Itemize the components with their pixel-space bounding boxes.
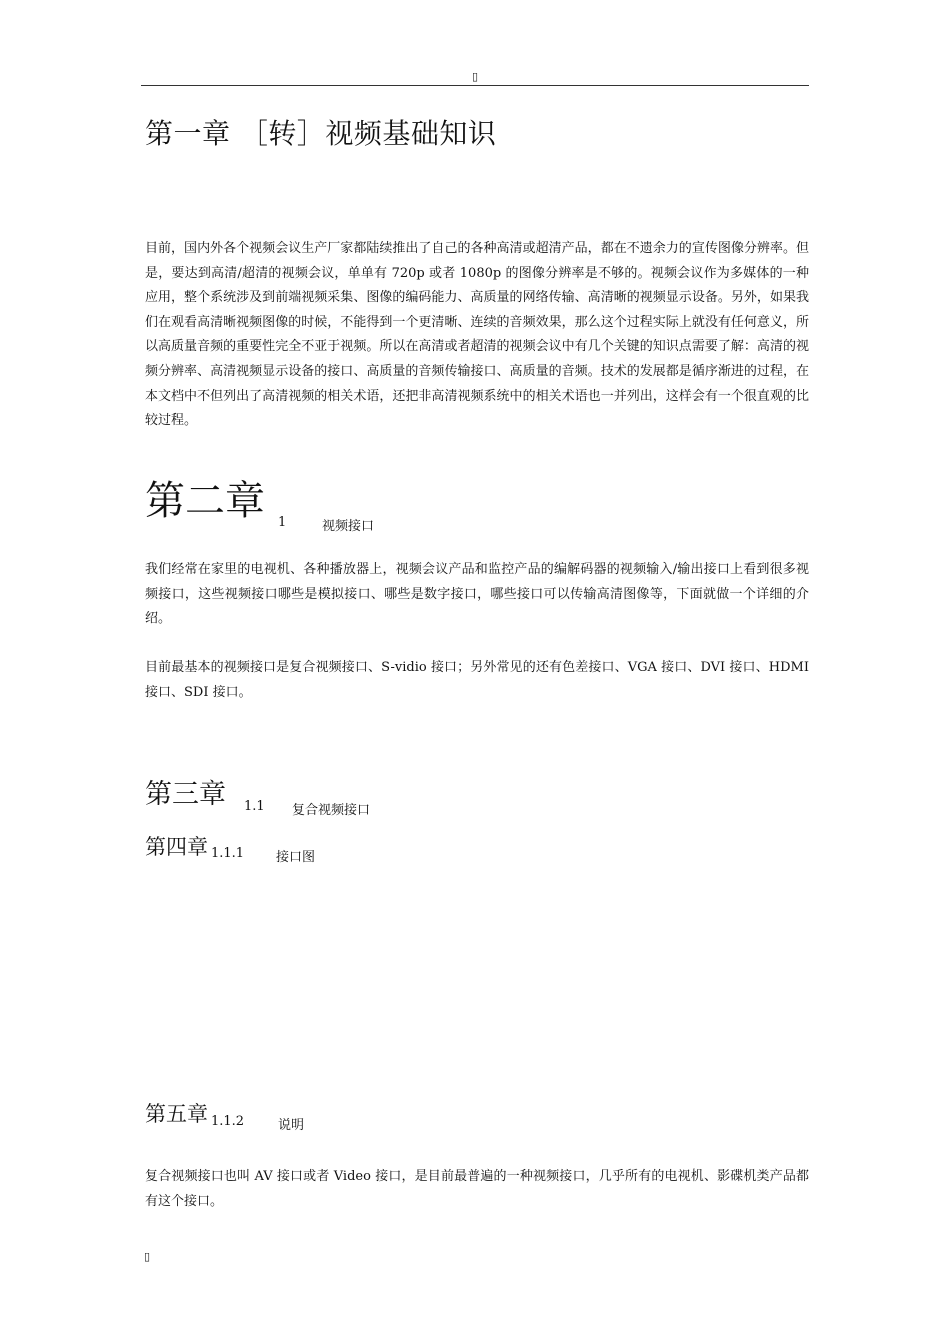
section-1-number: 1 [278,515,287,530]
section-1-1-1-title: 接口图 [276,850,316,865]
section-1-1-2-title: 说明 [278,1118,305,1133]
interfaces-intro-paragraph: 我们经常在家里的电视机、各种播放器上，视频会议产品和监控产品的编解码器的视频输入/输出接口上看到很多视频接口，这些视频接口哪些是模拟接口、哪些是数字接口，哪些接口可以传输高清图像等，下面就做一个详细的介绍。 [145,562,809,627]
composite-description-paragraph: 复合视频接口也叫 AV 接口或者 Video 接口，是目前最普遍的一种视频接口，几乎所有的电视机、影碟机类产品都有这个接口。 [145,1169,809,1209]
intro-paragraph: 目前，国内外各个视频会议生产厂家都陆续推出了自己的各种高清或超清产品，都在不遗余力的宣传图像分辨率。但是，要达到高清/超清的视频会议，单单有 720p 或者 1080p 的图像分辨率是不够的。视频会议作为多媒体的一种应用，整个系统涉及到前端视频采集、图像的编码能力、高质量的网络传输、高清晰的视频显示设备。另外，如果我们在观看高清晰视频图像的时候，不能得到一个更清晰、连续的音频效果，那么这个过程实际上就没有任何意义，所以高质量音频的重要性完全不亚于视频。所以在高清或者超清的视频会议中有几个关键的知识点需要了解：高清的视频分辨率、高清视频显示设备的接口、高质量的音频传输接口、高质量的音频。技术的发展都是循序渐进的过程，在本文档中不但列出了高清视频的相关术语，还把非高清视频系统中的相关术语也一并列出，这样会有一个很直观的比较过程。 [145,241,809,429]
interface-image-placeholder [145,872,809,1087]
section-1-1-1-number: 1.1.1 [211,846,245,861]
document-title: 第一章 ［转］视频基础知识 [145,117,497,150]
section-1-title: 视频接口 [322,519,375,534]
section-1-1-2-number: 1.1.2 [211,1114,245,1129]
section-1-1-title: 复合视频接口 [292,803,371,818]
page-header-mark: ▯ [472,70,479,83]
chapter-5-heading: 第五章 [145,1102,208,1126]
page-footer-mark: ▯ [144,1250,151,1263]
chapter-4-heading: 第四章 [145,835,208,859]
chapter-3-heading: 第三章 [145,779,226,810]
interfaces-list-paragraph: 目前最基本的视频接口是复合视频接口、S-vidio 接口；另外常见的还有色差接口、VGA 接口、DVI 接口、HDMI 接口、SDI 接口。 [145,660,809,700]
header-divider [141,85,809,86]
chapter-2-heading: 第二章 [145,478,265,524]
section-1-1-number: 1.1 [244,799,265,814]
